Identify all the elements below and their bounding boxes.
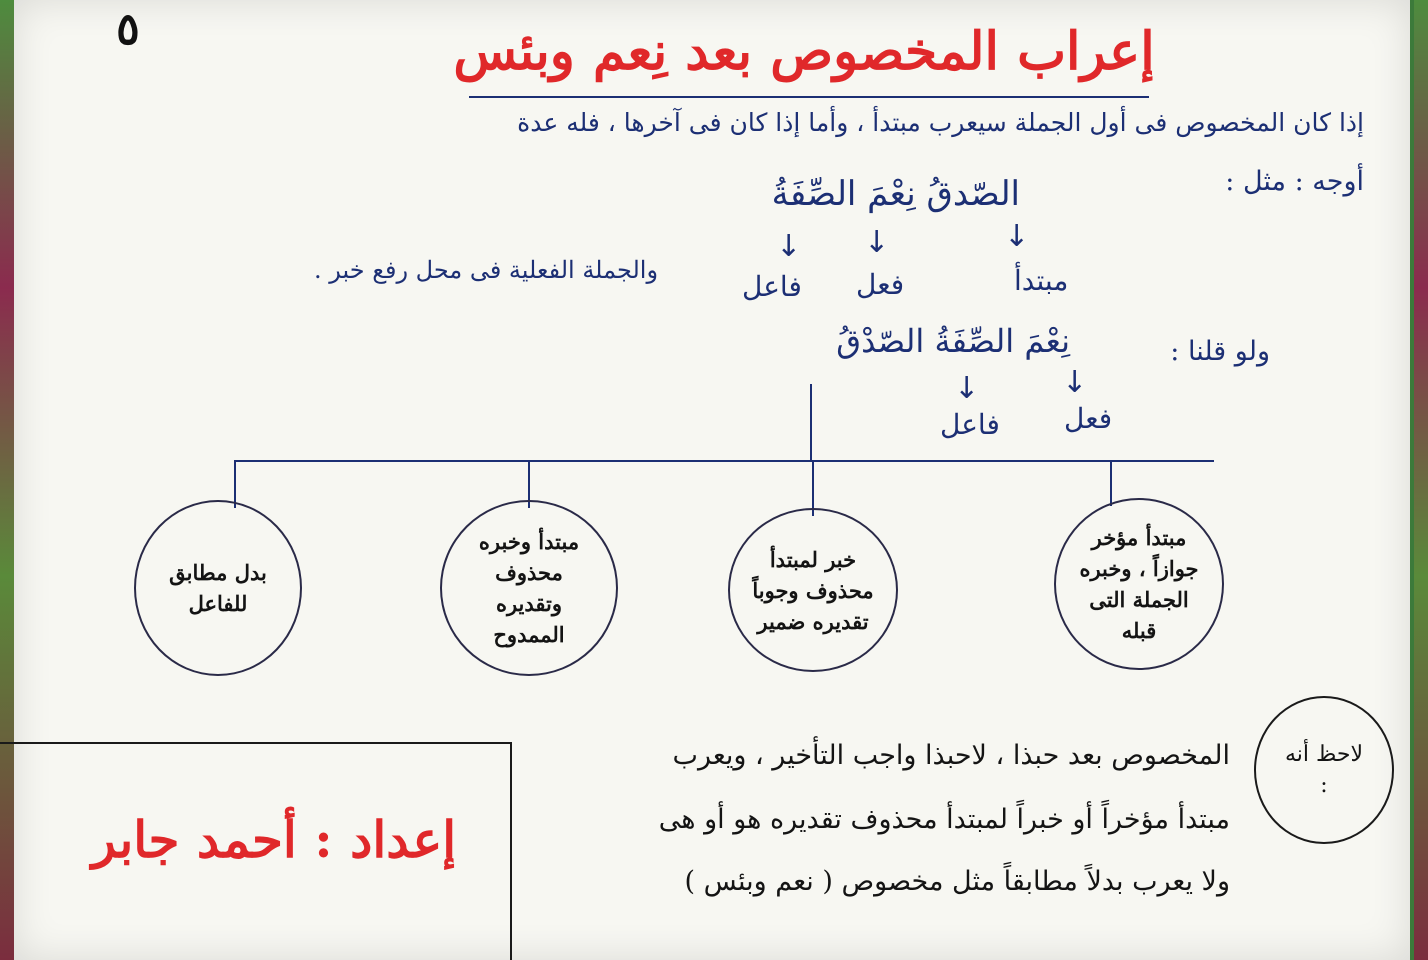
tree-vertical-stem — [810, 384, 812, 462]
bottom-divider-horizontal — [0, 742, 510, 744]
tree-branch-1 — [1110, 460, 1112, 506]
arrow-down-icon: ↓ — [1062, 365, 1088, 400]
tree-horizontal-line — [234, 460, 1214, 462]
circle-option-2 — [728, 508, 898, 672]
circle-option-3 — [440, 500, 618, 676]
example-sentence-2: نِعْمَ الصِّفَةُ الصّدْقُ — [836, 322, 1070, 360]
circle-option-3-text: مبتدأ وخبره محذوف وتقديره الممدوح — [478, 529, 580, 647]
background-right-edge — [1414, 0, 1428, 960]
example-sentence-1: الصّدقُ نِعْمَ الصِّفَةُ — [771, 174, 1020, 214]
note-circle-label: لاحظ أنه : — [1284, 742, 1364, 798]
title-underline — [469, 96, 1149, 98]
note-circle — [1254, 696, 1394, 844]
circle-option-4-text: بدل مطابق للفاعل — [169, 560, 267, 616]
circle-option-4 — [134, 500, 302, 676]
circle-option-2-text: خبر لمبتدأ محذوف وجوباً تقديره ضمير — [752, 546, 874, 634]
circle-option-1 — [1054, 498, 1224, 670]
intro-line-2: أوجه : مثل : — [1225, 166, 1364, 197]
example-2-prefix: ولو قلنا : — [1170, 336, 1270, 367]
author-credit: إعداد : أحمد جابر — [91, 810, 457, 869]
page-number: ٥ — [116, 4, 140, 55]
arrow-down-icon: ↓ — [954, 371, 980, 406]
circle-option-1-text: مبتدأ مؤخر جوازاً ، وخبره الجملة التى قبله — [1079, 525, 1199, 643]
label-jumla-fi-mahal: والجملة الفعلية فى محل رفع خبر . — [314, 256, 659, 284]
page-title: إعراب المخصوص بعد نِعم وبئس — [453, 21, 1155, 82]
note-line-1: المخصوص بعد حبذا ، لاحبذا واجب التأخير ، ويعرب — [672, 740, 1230, 771]
arrow-down-icon: ↓ — [776, 229, 802, 264]
notebook-page — [14, 0, 1410, 960]
arrow-down-icon: ↓ — [864, 225, 890, 260]
intro-line-1: إذا كان المخصوص فى أول الجملة سيعرب مبتدأ ، وأما إذا كان فى آخرها ، فله عدة — [517, 108, 1364, 137]
arrow-down-icon: ↓ — [1004, 219, 1030, 254]
background-left-edge — [0, 0, 14, 960]
note-line-2: مبتدأ مؤخراً أو خبراً لمبتدأ محذوف تقديره هو أو هى — [658, 804, 1230, 835]
label-fail: فاعل — [742, 270, 802, 303]
note-line-3: ولا يعرب بدلاً مطابقاً مثل مخصوص ( نعم وبئس ) — [684, 866, 1230, 897]
label-fil: فعل — [856, 268, 905, 301]
label-mubtada: مبتدأ — [1014, 264, 1069, 297]
label-fil-2: فعل — [1064, 402, 1113, 435]
label-fail-2: فاعل — [940, 408, 1000, 441]
